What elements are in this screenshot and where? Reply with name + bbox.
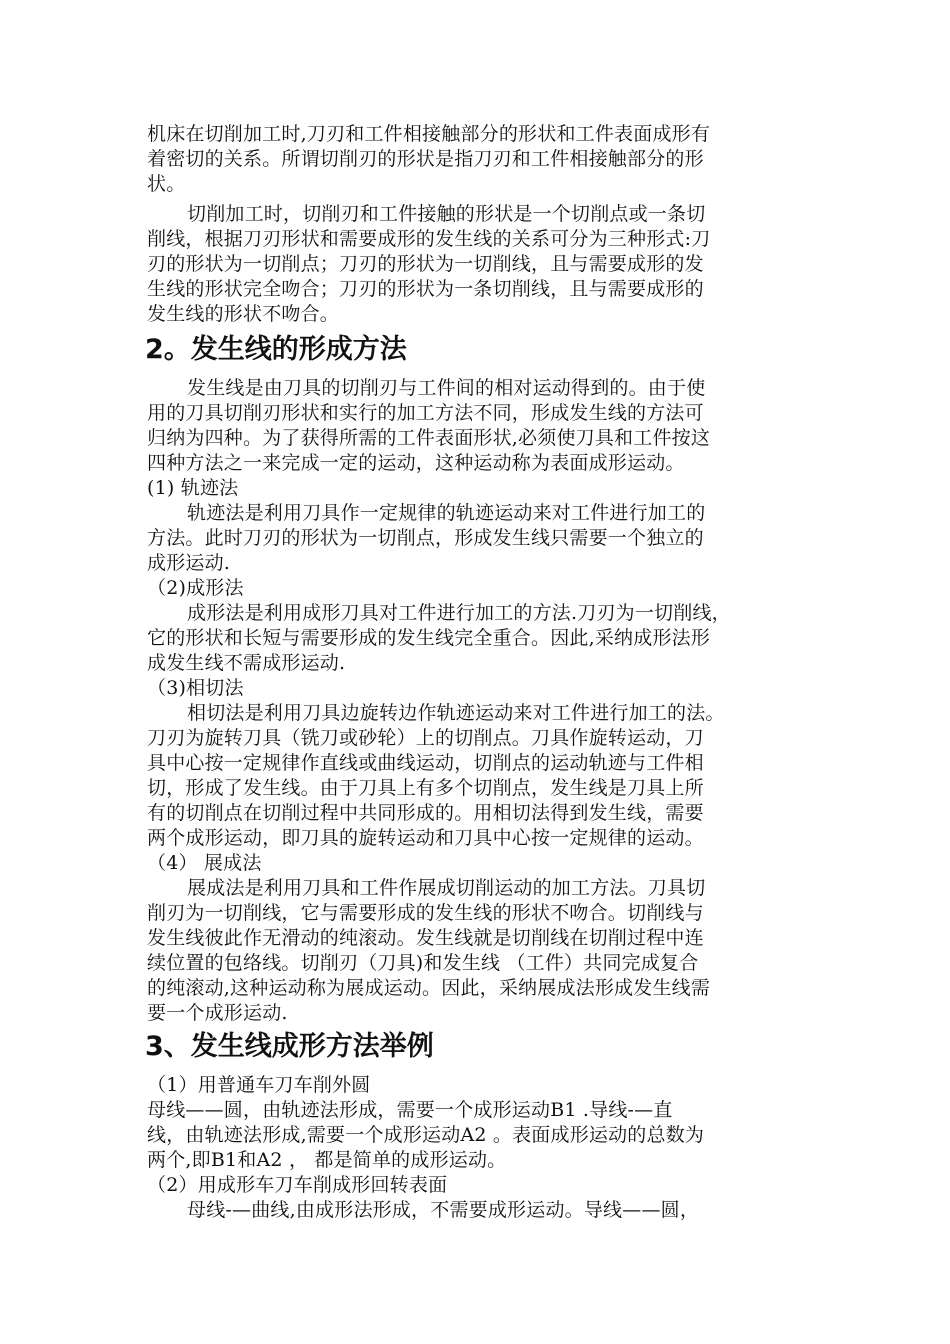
subsection-label: （1）用普通车刀车削外圆 xyxy=(147,1074,371,1096)
section-heading: 2。发生线的形成方法 xyxy=(145,334,407,365)
text-line: 轨迹法是利用刀具作一定规律的轨迹运动来对工件进行加工的 xyxy=(187,502,706,524)
text-line: 线，由轨迹法形成,需要一个成形运动A2 。表面成形运动的总数为 xyxy=(147,1124,705,1146)
text-line: 用的刀具切削刃形状和实行的加工方法不同，形成发生线的方法可 xyxy=(147,402,704,424)
text-line: 归纳为四种。为了获得所需的工件表面形状,必须使刀具和工件按这 xyxy=(147,427,711,449)
text-line: 削线，根据刀刃形状和需要成形的发生线的关系可分为三种形式:刀 xyxy=(147,228,711,250)
text-line: 状。 xyxy=(147,173,186,195)
text-line: 相切法是利用刀具边旋转边作轨迹运动来对工件进行加工的法。 xyxy=(187,702,725,724)
text-line: 刀刃为旋转刀具（铣刀或砂轮）上的切削点。刀具作旋转运动，刀 xyxy=(147,727,704,749)
text-line: 刃的形状为一切削点；刀刃的形状为一切削线，且与需要成形的发 xyxy=(147,253,704,275)
subsection-label: （4） 展成法 xyxy=(147,852,262,874)
text-line: 具中心按一定规律作直线或曲线运动，切削点的运动轨迹与工件相 xyxy=(147,752,704,774)
text-line: 生线的形状完全吻合；刀刃的形状为一条切削线，且与需要成形的 xyxy=(147,278,704,300)
text-line: 的纯滚动,这种运动称为展成运动。因此，采纳展成法形成发生线需 xyxy=(147,977,711,999)
text-line: 成形运动. xyxy=(147,552,231,574)
text-line: 两个,即B1和A2 ， 都是简单的成形运动。 xyxy=(147,1149,507,1171)
text-line: 要一个成形运动. xyxy=(147,1002,288,1024)
text-line: 方法。此时刀刃的形状为一切削点，形成发生线只需要一个独立的 xyxy=(147,527,704,549)
text-line: 切削加工时，切削刃和工件接触的形状是一个切削点或一条切 xyxy=(187,203,706,225)
text-line: 它的形状和长短与需要形成的发生线完全重合。因此,采纳成形法形 xyxy=(147,627,711,649)
text-line: 母线-—曲线,由成形法形成，不需要成形运动。导线——圆， xyxy=(187,1199,700,1221)
subsection-label: (1) 轨迹法 xyxy=(147,477,239,499)
text-line: 发生线彼此作无滑动的纯滚动。发生线就是切削线在切削过程中连 xyxy=(147,927,704,949)
text-line: 续位置的包络线。切削刃（刀具)和发生线 （工件）共同完成复合 xyxy=(147,952,699,974)
text-line: 展成法是利用刀具和工件作展成切削运动的加工方法。刀具切 xyxy=(187,877,706,899)
text-line: 切，形成了发生线。由于刀具上有多个切削点，发生线是刀具上所 xyxy=(147,777,704,799)
text-line: 着密切的关系。所谓切削刃的形状是指刀刃和工件相接触部分的形 xyxy=(147,148,704,170)
text-line: 成形法是利用成形刀具对工件进行加工的方法.刀刃为一切削线， xyxy=(187,602,731,624)
text-line: 削刃为一切削线，它与需要形成的发生线的形状不吻合。切削线与 xyxy=(147,902,704,924)
text-line: 成发生线不需成形运动. xyxy=(147,652,346,674)
text-line: 两个成形运动，即刀具的旋转运动和刀具中心按一定规律的运动。 xyxy=(147,827,704,849)
subsection-label: （3)相切法 xyxy=(147,677,244,699)
text-line: 四种方法之一来完成一定的运动，这种运动称为表面成形运动。 xyxy=(147,452,685,474)
text-line: 母线——圆，由轨迹法形成，需要一个成形运动B1 .导线-—直 xyxy=(147,1099,673,1121)
text-line: 发生线的形状不吻合。 xyxy=(147,303,340,325)
subsection-label: （2）用成形车刀车削成形回转表面 xyxy=(147,1174,448,1196)
section-heading: 3、发生线成形方法举例 xyxy=(145,1031,434,1062)
text-line: 发生线是由刀具的切削刃与工件间的相对运动得到的。由于使 xyxy=(187,377,706,399)
text-line: 机床在切削加工时,刀刃和工件相接触部分的形状和工件表面成形有 xyxy=(147,123,711,145)
subsection-label: （2)成形法 xyxy=(147,577,244,599)
text-line: 有的切削点在切削过程中共同形成的。用相切法得到发生线，需要 xyxy=(147,802,704,824)
